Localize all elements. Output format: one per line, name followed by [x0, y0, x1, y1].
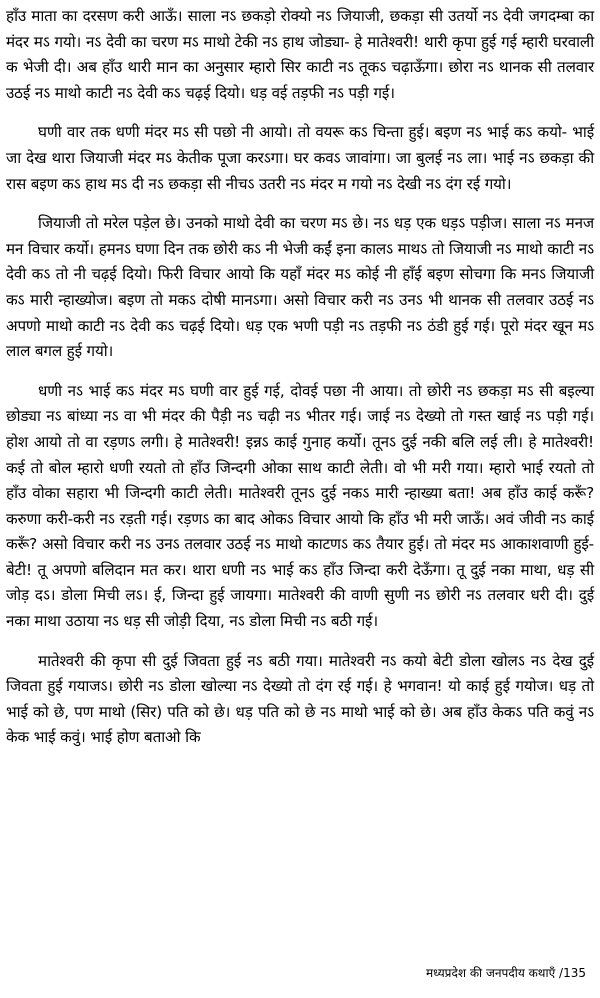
- paragraph-5: मातेश्वरी की कृपा सी दुई जिवता हुई नऽ बठी गया। मातेश्वरी नऽ कयो बेटी डोला खोलऽ नऽ देख दुई जिवता हुई गयाजऽ। छोरी नऽ डोला खोल्या नऽ देख्यो तो दंग रई गई। हे भगवान! यो काई हुई गयोज। धड़ तो भाई को छे, पण माथो (सिर) पति को छे। धड़ पति को छे नऽ माथो भाई को छे। अब हाँउ केकऽ पति कवुं नऽ केक भाई कवुं। भाई होण बताओ कि: [6, 651, 594, 747]
- page-body: [6, 4, 594, 765]
- paragraph-4: धणी नऽ भाई कऽ मंदर मऽ घणी वार हुई गई, दोवई पछा नी आया। तो छोरी नऽ छकड़ा मऽ सी बइल्या छोड्या नऽ बांध्या नऽ वा भी मंदर की पैड़ी नऽ चढ़ी नऽ भीतर गई। जाई नऽ देख्यो तो गस्त खाई नऽ पड़ी गई। होश आयो तो वा रड़णऽ लगी। हे मातेश्वरी! इन्नऽ काई गुनाह कर्यो। तूनऽ दुई नकी बलि लई ली। हे मातेश्वरी! कई तो बोल म्हारो धणी रयतो तो हाँउ जिन्दगी ओका साथ काटी लेती। वो भी मरी गया। म्हारो भाई रयतो तो हाँउ वोका सहारा भी जिन्दगी काटी लेती। मातेश्वरी तूनऽ दुई नकऽ मारी न्हाख्या बता! अब हाँउ काई करूँ? करुणा करी-करी नऽ रड़ती गई। रड़णऽ का बाद ओकऽ विचार आयो कि हाँउ भी मरी जाऊँ। अवं जीवी नऽ काई करूँ? असो विचार करी नऽ उनऽ तलवार उठई नऽ माथो काटणऽ कऽ तैयार हुई। तो मंदर मऽ आकाशवाणी हुई- बेटी! तू अपणो बलिदान मत कर। थारा धणी नऽ भाई कऽ हाँउ जिन्दा करी देऊँगा। तू दुई नका माथा, धड़ सी जोड़ दऽ। डोला मिची लऽ। ई, जिन्दा हुई जायगा। मातेश्वरी की वाणी सुणी नऽ छोरी नऽ तलवार धरी दी। दुई नका माथा उठाया नऽ धड़ सी जोड़ी दिया, नऽ डोला मिची नऽ बठी गई।: [6, 381, 594, 631]
- paragraph-1: हाँउ माता का दरसण करी आऊँ। साला नऽ छकड़ो रोक्यो नऽ जियाजी, छकड़ा सी उतर्यो नऽ देवी जगदम्बा का मंदर मऽ गयो। नऽ देवी का चरण मऽ माथो टेकी नऽ हाथ जोड्या- हे मातेश्वरी! थारी कृपा हुई गई म्हारी घरवाली क भेजी दी। अब हाँउ थारी मान का अनुसार म्हारो सिर काटी नऽ तूकऽ चढ़ाऊँगा। छोरा नऽ थानक सी तलवार उठई नऽ माथो काटी नऽ देवी कऽ चढ़ई दियो। धड़ वई तड़फी नऽ पड़ी गई।: [6, 7, 594, 102]
- paragraph-3: जियाजी तो मरेल पड़ेल छे। उनको माथो देवी का चरण मऽ छे। नऽ धड़ एक धड़ऽ पड़ीज। साला नऽ मनज मन विचार कर्यो। हमनऽ घणा दिन तक छोरी कऽ नी भेजी कईं इना कालऽ माथऽ तो जियाजी नऽ माथो काटी नऽ देवी कऽ तो नी चढ़ई दियो। फिरी विचार आयो कि यहाँ मंदर मऽ कोई नी हाँई बइण सोचगा कि मनऽ जियाजी कऽ मारी न्हाख्योज। बइण तो मकऽ दोषी मानऽगा। असो विचार करी नऽ उनऽ भी थानक सी तलवार उठई नऽ अपणो माथो काटी नऽ देवी कऽ चढ़ई दियो। धड़ एक भणी पड़ी नऽ तड़फी नऽ ठंडी हुई गई। पूरो मंदर खून मऽ लाल बगल हुई गयो।: [6, 214, 594, 361]
- page-footer: मध्यप्रदेश की जनपदीय कथाएँ /135: [426, 966, 586, 980]
- paragraph-2: घणी वार तक धणी मंदर मऽ सी पछो नी आयो। तो वयरू कऽ चिन्ता हुई। बइण नऽ भाई कऽ कयो- भाई जा देख थारा जियाजी मंदर मऽ केतीक पूजा करऽगा। घर कवऽ जावांगा। जा बुलई नऽ ला। भाई नऽ छकड़ा की रास बइण कऽ हाथ मऽ दी नऽ छकड़ा सी नीचऽ उतरी नऽ मंदर म गयो नऽ देखी नऽ दंग रई गयो।: [6, 123, 594, 193]
